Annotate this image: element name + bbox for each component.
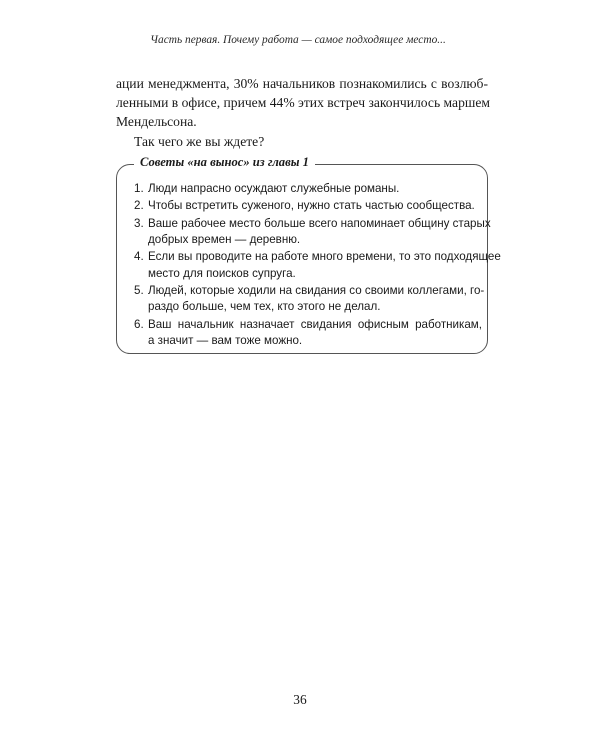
list-item-line: место для поисков супруга. xyxy=(148,266,296,280)
list-item-number: 1. xyxy=(134,182,144,195)
body-text xyxy=(116,74,488,151)
list-item-number: 4. xyxy=(134,250,144,264)
list-item-number: 2. xyxy=(134,199,144,213)
paragraph-1-line-1: ации менеджмента, 30% начальников познакомились с возлюб- xyxy=(116,76,488,91)
list-item-number: 6. xyxy=(134,317,144,331)
list-item xyxy=(134,198,482,214)
running-head: Часть первая. Почему работа — самое подходящее место... xyxy=(150,34,446,46)
list-item-text xyxy=(148,317,482,349)
list-item-text xyxy=(148,181,482,197)
list-item xyxy=(134,181,482,197)
list-item-number: 3. xyxy=(134,216,144,230)
list-item-text xyxy=(148,216,491,248)
paragraph-1-line-2: ленными в офисе, причем 44% этих встреч закончилось маршем xyxy=(116,95,490,111)
paragraph-2-text: Так чего же вы ждете? xyxy=(134,133,265,149)
list-item xyxy=(134,283,485,315)
paragraph-1-line-3: Мендельсона. xyxy=(116,114,197,130)
list-item-line: Ваше рабочее место больше всего напоминает общину старых xyxy=(148,216,491,230)
list-item-line: а значит — вам тоже можно. xyxy=(148,333,303,347)
tips-list xyxy=(134,181,501,350)
list-item-text xyxy=(148,198,482,214)
list-item-number: 5. xyxy=(134,283,144,297)
list-item-text xyxy=(148,249,501,281)
list-item xyxy=(134,317,482,349)
list-item xyxy=(134,216,491,248)
tips-title: Советы «на вынос» из главы 1 xyxy=(134,153,315,171)
list-item-line: Если вы проводите на работе много времени, то это подходящее xyxy=(148,250,501,264)
list-item-line: добрых времен — деревню. xyxy=(148,232,301,246)
list-item-line: Люди напрасно осуждают служебные романы. xyxy=(148,182,400,195)
paragraph-1 xyxy=(116,74,488,132)
page-number: 36 xyxy=(293,692,307,707)
list-item-line: Ваш начальник назначает свидания офисным работникам, xyxy=(148,317,482,331)
list-item-line: Чтобы встретить суженого, нужно стать частью сообщества. xyxy=(148,199,475,213)
list-item-text xyxy=(148,283,485,315)
paragraph-2 xyxy=(116,132,488,151)
list-item-line: Людей, которые ходили на свидания со своими коллегами, го- xyxy=(148,283,485,297)
list-item xyxy=(134,249,501,281)
list-item-line: раздо больше, чем тех, кто этого не делал. xyxy=(148,300,381,314)
